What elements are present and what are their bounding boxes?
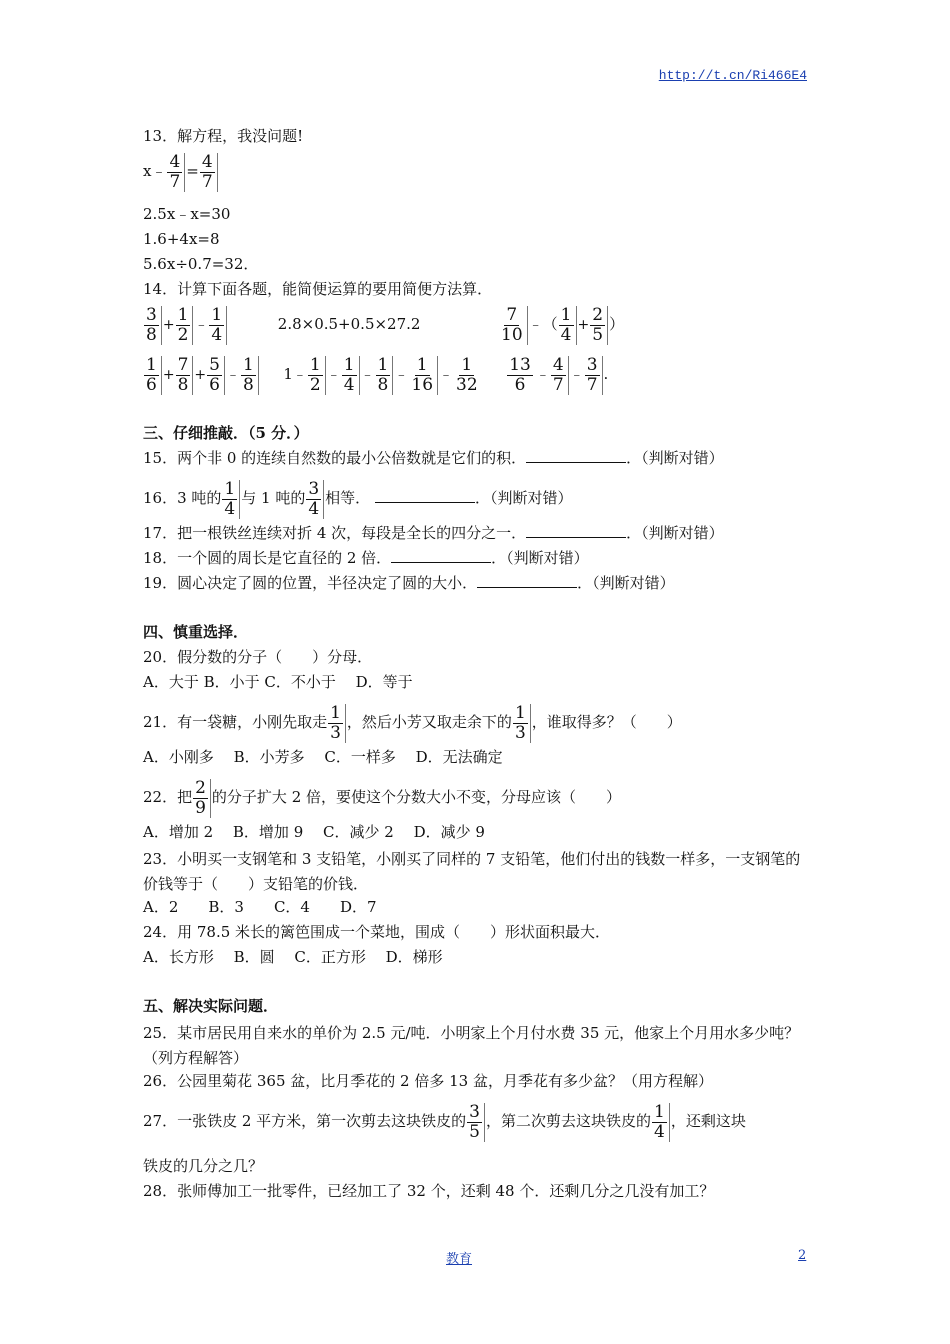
q23-text: 23．小明买一支钢笔和 3 支铅笔，小刚买了同样的 7 支铅笔，他们付出的钱数一样多，一支钢笔的价钱等于（ ）支铅笔的价钱．	[143, 850, 801, 893]
q17-text: 17．把一根铁丝连续对折 4 次，每段是全长的四分之一．	[143, 524, 527, 542]
fraction-2-9	[193, 779, 211, 818]
numerator: 1	[343, 354, 355, 375]
q16-post: 相等．	[325, 489, 371, 507]
fraction-1-4	[652, 1103, 670, 1142]
q19-tail: ．（判断对错）	[577, 574, 675, 592]
fraction-1-6	[144, 356, 162, 395]
op-minus: ﹣	[528, 317, 543, 333]
denominator: 9	[195, 797, 206, 818]
numerator: 1	[224, 478, 236, 499]
fraction-7-8	[176, 356, 194, 395]
q27-pre: 27．一张铁皮 2 平方米，第一次剪去这块铁皮的	[143, 1112, 467, 1130]
q16-tail: ．（判断对错）	[474, 489, 573, 507]
denominator: 7	[201, 171, 213, 192]
denominator: 4	[343, 374, 355, 395]
numerator: 1	[416, 354, 428, 375]
denominator: 4	[211, 324, 223, 345]
q25-text: 25．某市居民用自来水的单价为 2.5 元/吨．小明家上个月付水费 35 元，他家上个月用水多少吨？（列方程解答）	[143, 1024, 800, 1067]
fraction-1-16	[409, 356, 438, 395]
numerator: 7	[506, 304, 518, 325]
denominator: 2	[177, 324, 189, 345]
fraction-1-3	[328, 704, 346, 743]
denominator: 6	[514, 374, 526, 395]
eq1-prefix: x﹣	[143, 162, 167, 180]
q21-mid: ，然后小芳又取走余下的	[346, 713, 512, 731]
q14-expr2: 2.8×0.5+0.5×27.2	[277, 315, 421, 333]
fraction-7-10	[499, 306, 528, 345]
fraction-1-32	[454, 356, 482, 395]
denominator: 3	[514, 722, 526, 743]
denominator: 8	[377, 374, 389, 395]
denominator: 2	[309, 374, 321, 395]
op-minus: ﹣	[292, 367, 307, 383]
section-5-title: 五、解决实际问题．	[143, 997, 279, 1015]
q27-line2: 铁皮的几分之几？	[143, 1157, 264, 1175]
op-plus: +	[194, 367, 207, 383]
op-minus: ﹣	[194, 317, 209, 333]
op-minus: ﹣	[569, 367, 584, 383]
q13-eq1	[143, 148, 808, 194]
op-minus: ﹣	[535, 367, 550, 383]
q22-post: 的分子扩大 2 倍，要使这个分数大小不变，分母应该（ ）	[211, 788, 622, 806]
numerator: 2	[592, 304, 604, 325]
fraction-3-8	[144, 306, 162, 345]
denominator: 5	[469, 1121, 480, 1142]
q18-tail: ．（判断对错）	[491, 549, 589, 567]
denominator: 8	[242, 374, 254, 395]
denominator: 7	[169, 171, 181, 192]
fraction-5-6	[207, 356, 225, 395]
denominator: 8	[177, 374, 189, 395]
term-one: 1	[283, 365, 293, 383]
section-3-title: 三、仔细推敲．（5 分．）	[143, 424, 309, 442]
q22	[143, 772, 808, 822]
fraction-1-3	[513, 704, 531, 743]
answer-blank[interactable]	[477, 573, 577, 588]
q13-eq3: 1.6+4x=8	[143, 230, 220, 248]
denominator: 6	[209, 374, 220, 395]
footer-center-link[interactable]: 教育	[446, 1252, 473, 1267]
q19-text: 19．圆心决定了圆的位置，半径决定了圆的大小．	[143, 574, 478, 592]
numerator: 1	[177, 304, 189, 325]
answer-blank[interactable]	[391, 548, 491, 563]
q13-eq4: 5.6x÷0.7=32．	[143, 255, 259, 273]
answer-blank[interactable]	[526, 523, 626, 538]
op-minus: ﹣	[225, 367, 240, 383]
denominator: 8	[146, 324, 157, 345]
q20-text: 20．假分数的分子（ ）分母．	[143, 648, 373, 666]
numerator: 4	[169, 151, 181, 172]
q28-text: 28．张师傅加工一批零件，已经加工了 32 个，还剩 48 个．还剩几分之几没有加工？	[143, 1182, 715, 1200]
op-plus: +	[162, 317, 175, 333]
denominator: 4	[308, 498, 320, 519]
fraction-4-7	[167, 153, 185, 192]
denominator: 4	[654, 1121, 665, 1142]
q13-title: 13．解方程，我没问题!	[143, 127, 304, 145]
numerator: 1	[146, 354, 157, 375]
numerator: 3	[469, 1101, 480, 1122]
op-minus: ﹣	[326, 367, 341, 383]
denominator: 4	[560, 324, 572, 345]
q16-pre: 16．3 吨的	[143, 489, 222, 507]
q18-text: 18．一个圆的周长是它直径的 2 倍．	[143, 549, 392, 567]
denominator: 3	[330, 722, 341, 743]
q14-title: 14．计算下面各题，能简便运算的要用简便方法算．	[143, 280, 493, 298]
numerator: 3	[586, 354, 598, 375]
fraction-1-2	[308, 356, 326, 395]
q17-tail: ．（判断对错）	[626, 524, 724, 542]
numerator: 1	[514, 702, 526, 723]
op-plus: +	[162, 367, 175, 383]
paren-left: （	[542, 315, 558, 333]
q24-text: 24．用 78.5 米长的篱笆围成一个菜地，围成（ ）形状面积最大．	[143, 923, 611, 941]
numerator: 1	[242, 354, 254, 375]
answer-blank[interactable]	[526, 448, 626, 463]
fraction-1-4	[209, 306, 227, 345]
q26-text: 26．公园里菊花 365 盆，比月季花的 2 倍多 13 盆，月季花有多少盆？（用方程解）	[143, 1072, 713, 1090]
fraction-1-8	[241, 356, 259, 395]
document-body	[143, 126, 808, 1206]
fraction-3-4	[306, 480, 324, 519]
q27-post: ，还剩这块	[670, 1112, 746, 1130]
numerator: 1	[560, 304, 572, 325]
q24-options: A．长方形 B．圆 C．正方形 D．梯形	[143, 948, 443, 966]
denominator: 10	[501, 324, 523, 345]
eq1-equals: =	[186, 162, 199, 180]
fraction-13-6	[507, 356, 535, 395]
q16-mid: 与 1 吨的	[241, 489, 306, 507]
fraction-1-8	[376, 356, 394, 395]
numerator: 1	[377, 354, 389, 375]
fraction-4-7	[200, 153, 218, 192]
q21-options: A．小刚多 B．小芳多 C．一样多 D．无法确定	[143, 748, 503, 766]
q27	[143, 1096, 808, 1146]
numerator: 4	[201, 151, 213, 172]
fraction-3-7	[585, 356, 603, 395]
fraction-1-2	[176, 306, 194, 345]
numerator: 4	[552, 354, 564, 375]
q21-post: ，谁取得多？（ ）	[531, 713, 682, 731]
header-link[interactable]: http://t.cn/Ri466E4	[658, 68, 807, 83]
page-number: 2	[798, 1248, 807, 1263]
q15	[143, 448, 808, 473]
denominator: 4	[224, 498, 236, 519]
fraction-1-4	[342, 356, 360, 395]
numerator: 1	[461, 354, 473, 375]
denominator: 7	[552, 374, 564, 395]
denominator: 16	[411, 374, 434, 395]
paren-right: ）	[609, 315, 625, 333]
answer-blank[interactable]	[375, 488, 475, 503]
q14-row2	[143, 351, 808, 397]
q18	[143, 548, 808, 573]
q22-pre: 22．把	[143, 788, 193, 806]
denominator: 32	[456, 374, 478, 395]
numerator: 5	[209, 354, 220, 375]
numerator: 7	[177, 354, 189, 375]
q16	[143, 473, 808, 523]
period: .	[603, 365, 609, 383]
fraction-1-4	[559, 306, 577, 345]
denominator: 6	[146, 374, 157, 395]
q21	[143, 697, 808, 747]
denominator: 5	[592, 324, 604, 345]
op-minus: ﹣	[439, 367, 454, 383]
numerator: 13	[509, 354, 531, 375]
numerator: 1	[211, 304, 223, 325]
section-4-title: 四、慎重选择．	[143, 623, 249, 641]
q13-eq2: 2.5x﹣x=30	[143, 205, 231, 223]
numerator: 1	[330, 702, 341, 723]
op-plus: +	[577, 317, 590, 333]
fraction-2-5	[590, 306, 608, 345]
q23-options: A．2 B．3 C．4 D．7	[143, 898, 377, 916]
numerator: 1	[654, 1101, 665, 1122]
fraction-1-4	[222, 480, 240, 519]
numerator: 1	[309, 354, 321, 375]
op-minus: ﹣	[360, 367, 375, 383]
numerator: 3	[146, 304, 157, 325]
q19	[143, 573, 808, 598]
q17	[143, 523, 808, 548]
q21-pre: 21．有一袋糖，小刚先取走	[143, 713, 328, 731]
fraction-4-7	[551, 356, 569, 395]
op-minus: ﹣	[394, 367, 409, 383]
q22-options: A．增加 2 B．增加 9 C．减少 2 D．减少 9	[143, 823, 485, 841]
q20-options: A．大于 B．小于 C．不小于 D．等于	[143, 673, 413, 691]
q15-tail: ．（判断对错）	[626, 449, 724, 467]
q15-text: 15．两个非 0 的连续自然数的最小公倍数就是它们的积．	[143, 449, 527, 467]
q27-mid: ，第二次剪去这块铁皮的	[486, 1112, 652, 1130]
q14-row1	[143, 301, 808, 347]
numerator: 2	[195, 777, 206, 798]
fraction-3-5	[467, 1103, 485, 1142]
denominator: 7	[586, 374, 598, 395]
numerator: 3	[308, 478, 320, 499]
